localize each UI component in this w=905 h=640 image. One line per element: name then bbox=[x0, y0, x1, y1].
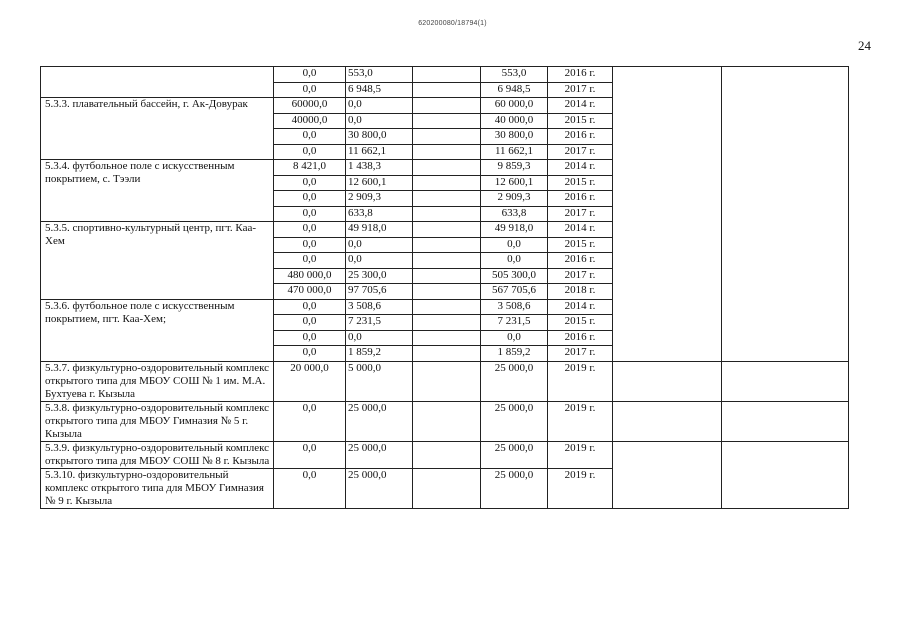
year-cell: 2016 г. bbox=[548, 191, 613, 207]
activity-name-cell: 5.3.8. физкультурно-оздоровительный комплекс открытого типа для МБОУ Гимназия № 5 г. Кызыла bbox=[41, 401, 274, 441]
regional-budget-cell: 20 000,0 bbox=[274, 361, 346, 401]
year-cell: 2016 г. bbox=[548, 330, 613, 346]
local-budget-cell bbox=[413, 361, 481, 401]
expected-result-cell bbox=[722, 441, 849, 508]
total-cell: 60 000,0 bbox=[481, 98, 548, 114]
local-budget-cell bbox=[413, 268, 481, 284]
regional-budget-cell: 0,0 bbox=[274, 67, 346, 83]
federal-budget-cell: 0,0 bbox=[346, 113, 413, 129]
activity-name-cell: 5.3.6. футбольное поле с искусственным покрытием, пгт. Каа-Хем; bbox=[41, 299, 274, 361]
federal-budget-cell: 0,0 bbox=[346, 98, 413, 114]
table-row bbox=[41, 361, 849, 401]
expected-result-cell bbox=[722, 67, 849, 362]
year-cell: 2015 г. bbox=[548, 175, 613, 191]
federal-budget-cell: 553,0 bbox=[346, 67, 413, 83]
local-budget-cell bbox=[413, 160, 481, 176]
executor-cell bbox=[613, 441, 722, 508]
federal-budget-cell: 3 508,6 bbox=[346, 299, 413, 315]
local-budget-cell bbox=[413, 98, 481, 114]
year-cell: 2017 г. bbox=[548, 206, 613, 222]
local-budget-cell bbox=[413, 253, 481, 269]
regional-budget-cell: 0,0 bbox=[274, 346, 346, 362]
federal-budget-cell: 49 918,0 bbox=[346, 222, 413, 238]
total-cell: 0,0 bbox=[481, 330, 548, 346]
table-row bbox=[41, 401, 849, 441]
year-cell: 2019 г. bbox=[548, 361, 613, 401]
local-budget-cell bbox=[413, 129, 481, 145]
total-cell: 25 000,0 bbox=[481, 441, 548, 468]
expected-result-cell bbox=[722, 401, 849, 441]
total-cell: 2 909,3 bbox=[481, 191, 548, 207]
year-cell: 2017 г. bbox=[548, 268, 613, 284]
year-cell: 2014 г. bbox=[548, 98, 613, 114]
federal-budget-cell: 7 231,5 bbox=[346, 315, 413, 331]
federal-budget-cell: 25 300,0 bbox=[346, 268, 413, 284]
federal-budget-cell: 633,8 bbox=[346, 206, 413, 222]
local-budget-cell bbox=[413, 206, 481, 222]
total-cell: 633,8 bbox=[481, 206, 548, 222]
total-cell: 25 000,0 bbox=[481, 361, 548, 401]
regional-budget-cell: 60000,0 bbox=[274, 98, 346, 114]
local-budget-cell bbox=[413, 82, 481, 98]
year-cell: 2019 г. bbox=[548, 441, 613, 468]
total-cell: 505 300,0 bbox=[481, 268, 548, 284]
table-row bbox=[41, 67, 849, 83]
regional-budget-cell: 0,0 bbox=[274, 468, 346, 508]
year-cell: 2014 г. bbox=[548, 299, 613, 315]
regional-budget-cell: 0,0 bbox=[274, 237, 346, 253]
local-budget-cell bbox=[413, 330, 481, 346]
regional-budget-cell: 0,0 bbox=[274, 82, 346, 98]
federal-budget-cell: 0,0 bbox=[346, 253, 413, 269]
activity-name-cell: 5.3.4. футбольное поле с искусственным покрытием, с. Тээли bbox=[41, 160, 274, 222]
document-id: 620200080/18794(1) bbox=[418, 20, 487, 27]
activity-name-cell: 5.3.9. физкультурно-оздоровительный комплекс открытого типа для МБОУ СОШ № 8 г. Кызыла bbox=[41, 441, 274, 468]
year-cell: 2016 г. bbox=[548, 129, 613, 145]
total-cell: 3 508,6 bbox=[481, 299, 548, 315]
total-cell: 25 000,0 bbox=[481, 401, 548, 441]
activity-name-cell bbox=[41, 67, 274, 98]
total-cell: 9 859,3 bbox=[481, 160, 548, 176]
total-cell: 30 800,0 bbox=[481, 129, 548, 145]
regional-budget-cell: 0,0 bbox=[274, 401, 346, 441]
year-cell: 2015 г. bbox=[548, 113, 613, 129]
activity-name-cell: 5.3.10. физкультурно-оздоровительный комплекс открытого типа для МБОУ Гимназия № 9 г. Кызыла bbox=[41, 468, 274, 508]
executor-cell bbox=[613, 361, 722, 401]
federal-budget-cell: 0,0 bbox=[346, 237, 413, 253]
local-budget-cell bbox=[413, 67, 481, 83]
regional-budget-cell: 0,0 bbox=[274, 129, 346, 145]
budget-table-body bbox=[41, 67, 849, 509]
local-budget-cell bbox=[413, 468, 481, 508]
local-budget-cell bbox=[413, 222, 481, 238]
total-cell: 11 662,1 bbox=[481, 144, 548, 160]
table-row bbox=[41, 441, 849, 468]
federal-budget-cell: 25 000,0 bbox=[346, 401, 413, 441]
executor-cell bbox=[613, 67, 722, 362]
regional-budget-cell: 0,0 bbox=[274, 330, 346, 346]
year-cell: 2018 г. bbox=[548, 284, 613, 300]
regional-budget-cell: 0,0 bbox=[274, 222, 346, 238]
year-cell: 2015 г. bbox=[548, 237, 613, 253]
regional-budget-cell: 40000,0 bbox=[274, 113, 346, 129]
total-cell: 1 859,2 bbox=[481, 346, 548, 362]
federal-budget-cell: 1 859,2 bbox=[346, 346, 413, 362]
local-budget-cell bbox=[413, 401, 481, 441]
federal-budget-cell: 12 600,1 bbox=[346, 175, 413, 191]
regional-budget-cell: 0,0 bbox=[274, 175, 346, 191]
year-cell: 2017 г. bbox=[548, 346, 613, 362]
federal-budget-cell: 0,0 bbox=[346, 330, 413, 346]
year-cell: 2014 г. bbox=[548, 160, 613, 176]
federal-budget-cell: 25 000,0 bbox=[346, 441, 413, 468]
federal-budget-cell: 6 948,5 bbox=[346, 82, 413, 98]
activity-name-cell: 5.3.7. физкультурно-оздоровительный комплекс открытого типа для МБОУ СОШ № 1 им. М.А. Бухтуева г. Кызыла bbox=[41, 361, 274, 401]
total-cell: 12 600,1 bbox=[481, 175, 548, 191]
expected-result-cell bbox=[722, 361, 849, 401]
federal-budget-cell: 2 909,3 bbox=[346, 191, 413, 207]
federal-budget-cell: 5 000,0 bbox=[346, 361, 413, 401]
regional-budget-cell: 0,0 bbox=[274, 315, 346, 331]
year-cell: 2014 г. bbox=[548, 222, 613, 238]
regional-budget-cell: 0,0 bbox=[274, 144, 346, 160]
federal-budget-cell: 97 705,6 bbox=[346, 284, 413, 300]
local-budget-cell bbox=[413, 284, 481, 300]
regional-budget-cell: 8 421,0 bbox=[274, 160, 346, 176]
regional-budget-cell: 0,0 bbox=[274, 191, 346, 207]
local-budget-cell bbox=[413, 237, 481, 253]
regional-budget-cell: 0,0 bbox=[274, 299, 346, 315]
local-budget-cell bbox=[413, 113, 481, 129]
total-cell: 0,0 bbox=[481, 237, 548, 253]
year-cell: 2019 г. bbox=[548, 468, 613, 508]
local-budget-cell bbox=[413, 441, 481, 468]
total-cell: 49 918,0 bbox=[481, 222, 548, 238]
year-cell: 2016 г. bbox=[548, 253, 613, 269]
activity-name-cell: 5.3.5. спортивно-культурный центр, пгт. Каа-Хем bbox=[41, 222, 274, 300]
federal-budget-cell: 11 662,1 bbox=[346, 144, 413, 160]
year-cell: 2016 г. bbox=[548, 67, 613, 83]
federal-budget-cell: 30 800,0 bbox=[346, 129, 413, 145]
total-cell: 553,0 bbox=[481, 67, 548, 83]
activity-name-cell: 5.3.3. плавательный бассейн, г. Ак-Довурак bbox=[41, 98, 274, 160]
local-budget-cell bbox=[413, 191, 481, 207]
local-budget-cell bbox=[413, 346, 481, 362]
page-number: 24 bbox=[858, 38, 871, 53]
local-budget-cell bbox=[413, 299, 481, 315]
local-budget-cell bbox=[413, 144, 481, 160]
year-cell: 2017 г. bbox=[548, 82, 613, 98]
regional-budget-cell: 480 000,0 bbox=[274, 268, 346, 284]
year-cell: 2015 г. bbox=[548, 315, 613, 331]
year-cell: 2017 г. bbox=[548, 144, 613, 160]
regional-budget-cell: 470 000,0 bbox=[274, 284, 346, 300]
total-cell: 0,0 bbox=[481, 253, 548, 269]
federal-budget-cell: 1 438,3 bbox=[346, 160, 413, 176]
total-cell: 40 000,0 bbox=[481, 113, 548, 129]
regional-budget-cell: 0,0 bbox=[274, 441, 346, 468]
regional-budget-cell: 0,0 bbox=[274, 206, 346, 222]
total-cell: 7 231,5 bbox=[481, 315, 548, 331]
total-cell: 25 000,0 bbox=[481, 468, 548, 508]
local-budget-cell bbox=[413, 175, 481, 191]
total-cell: 6 948,5 bbox=[481, 82, 548, 98]
total-cell: 567 705,6 bbox=[481, 284, 548, 300]
regional-budget-cell: 0,0 bbox=[274, 253, 346, 269]
federal-budget-cell: 25 000,0 bbox=[346, 468, 413, 508]
local-budget-cell bbox=[413, 315, 481, 331]
executor-cell bbox=[613, 401, 722, 441]
year-cell: 2019 г. bbox=[548, 401, 613, 441]
budget-table bbox=[40, 66, 849, 509]
